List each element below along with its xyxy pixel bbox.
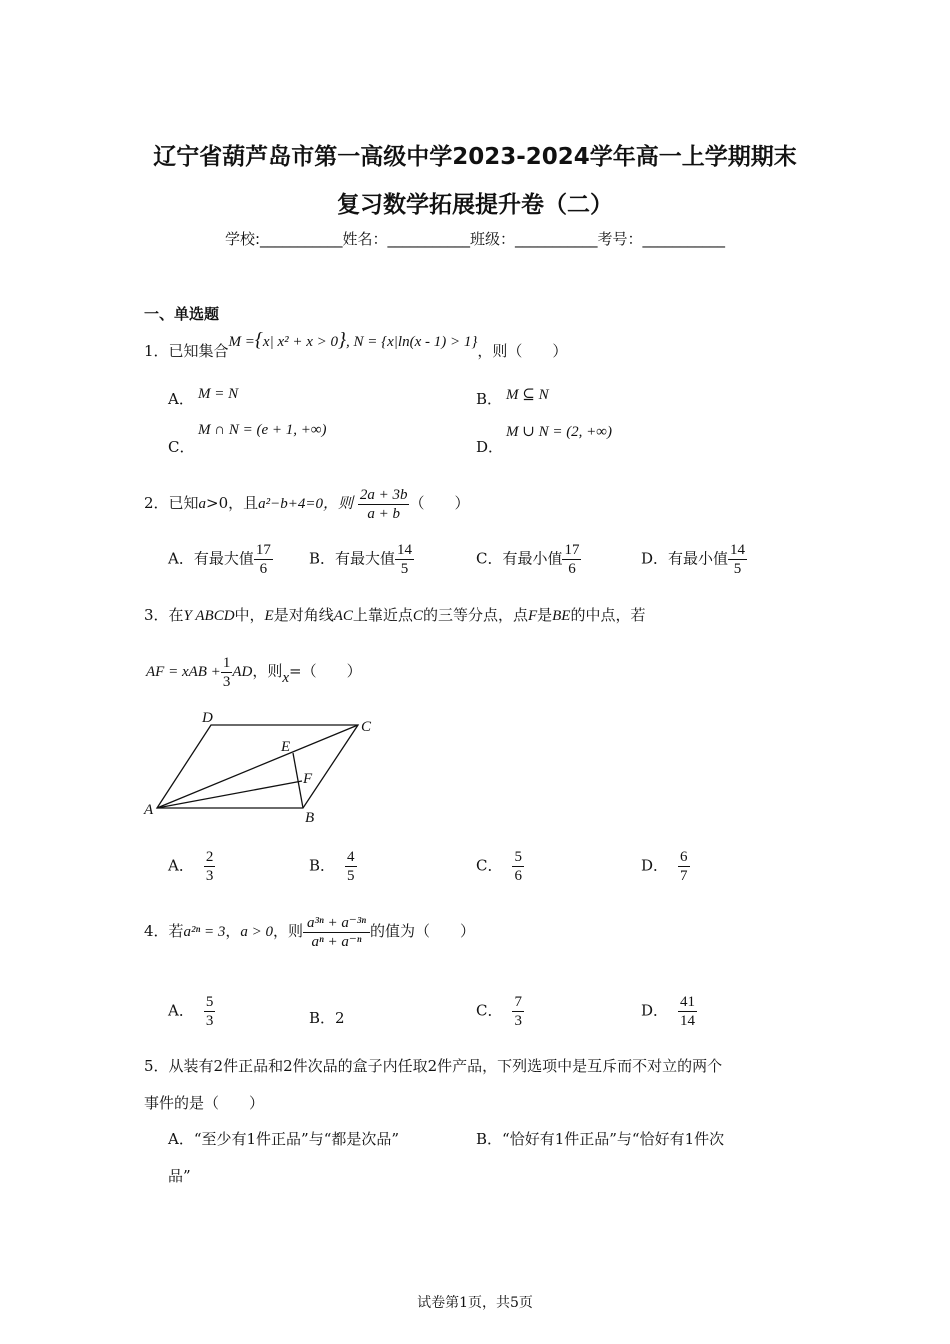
q5-option-b[interactable]: B．“恰好有1件正品”与“恰好有1件次 [476, 1130, 725, 1148]
q1-option-a[interactable]: A． [168, 390, 194, 408]
q1-option-b-math: M ⊆ N [506, 387, 549, 403]
q4-option-b[interactable]: B．2 [309, 1009, 345, 1027]
q1-prefix: 1．已知集合 [144, 342, 229, 360]
label-d: D [202, 710, 213, 726]
q2-fraction: $\frac{2a + 3b}{a + b}$ [359, 486, 408, 522]
q1-suffix: ，则（ ） [477, 342, 568, 360]
label-f: F [303, 771, 313, 787]
q1-option-c[interactable]: C． [168, 438, 195, 456]
q2-option-d[interactable]: D．有最小值 $\frac{14}{5}$ [641, 542, 746, 577]
question-3-stem: 3．在Y ABCD中，E是对角线AC上靠近点C的三等分点，点F是BE的中点，若 [144, 606, 646, 624]
q3-option-b[interactable]: B． $\frac{4}{5}$ [309, 849, 355, 884]
section-heading: 一、单选题 [144, 305, 220, 323]
q1-option-d-math: M ∪ N = (2, +∞) [506, 424, 612, 440]
page-title-line1: 辽宁省葫芦岛市第一高级中学2023-2024学年高一上学期期末 [153, 144, 797, 170]
question-3-equation: AF = xAB + $\frac{1}{3}$ AD，则x=（ ） [146, 654, 362, 690]
q3-option-c[interactable]: C． $\frac{5}{6}$ [476, 849, 522, 884]
question-2-stem: 2．已知a>0，且a²−b+4=0，则 $\frac{2a + 3b}{a + b}$ （ ） [144, 486, 470, 522]
label-e: E [281, 739, 291, 755]
page-title-line2: 复习数学拓展提升卷（二） [337, 192, 613, 218]
q1-set-m: M ={x| x² + x > 0}, N = {x|ln(x - 1) > 1} [228, 329, 478, 351]
q5-option-a[interactable]: A．“至少有1件正品”与“都是次品” [168, 1130, 400, 1148]
q3-option-a[interactable]: A． $\frac{2}{3}$ [168, 849, 214, 884]
q2-option-a[interactable]: A．有最大值 $\frac{17}{6}$ [168, 542, 271, 577]
question-5-stem-line2: 事件的是（ ） [144, 1094, 265, 1112]
label-c: C [361, 719, 372, 735]
q4-option-a[interactable]: A． $\frac{5}{3}$ [168, 994, 214, 1029]
q3-option-d[interactable]: D． $\frac{6}{7}$ [641, 849, 688, 884]
q1-option-b[interactable]: B． [476, 390, 503, 408]
question-4-stem: 4．若a²ⁿ = 3，a > 0，则 $\frac{\text{a³ⁿ + a⁻³ⁿ}}{\text{aⁿ + a⁻ⁿ}}$ 的值为（ ） [144, 914, 476, 950]
q4-option-c[interactable]: C． $\frac{7}{3}$ [476, 994, 522, 1029]
label-a: A [144, 802, 154, 818]
parallelogram-figure [140, 705, 380, 830]
q5-option-b-continued: 品” [168, 1167, 191, 1185]
q1-option-c-math: M ∩ N = (e + 1, +∞) [198, 422, 327, 438]
question-5-stem-line1: 5．从装有2件正品和2件次品的盒子内任取2件产品，下列选项中是互斥而不对立的两个 [144, 1057, 723, 1075]
question-1-stem [144, 329, 568, 362]
diagonal-ac [157, 725, 358, 808]
q2-option-c[interactable]: C．有最小值 $\frac{17}{6}$ [476, 542, 580, 577]
page-footer: 试卷第1页，共5页 [417, 1295, 533, 1311]
q4-option-d[interactable]: D． $\frac{41}{14}$ [641, 994, 696, 1029]
q1-option-a-math: M = N [198, 386, 239, 402]
label-b: B [305, 810, 315, 826]
q1-option-d[interactable]: D． [476, 438, 504, 456]
segment-af [157, 781, 302, 808]
q4-fraction: $\frac{\text{a³ⁿ + a⁻³ⁿ}}{\text{aⁿ + a⁻ⁿ}}$ [303, 914, 370, 951]
q2-option-b[interactable]: B．有最大值 $\frac{14}{5}$ [309, 542, 413, 577]
student-info-line: 学校:___________姓名：___________班级：___________考号：___________ [224, 230, 726, 248]
